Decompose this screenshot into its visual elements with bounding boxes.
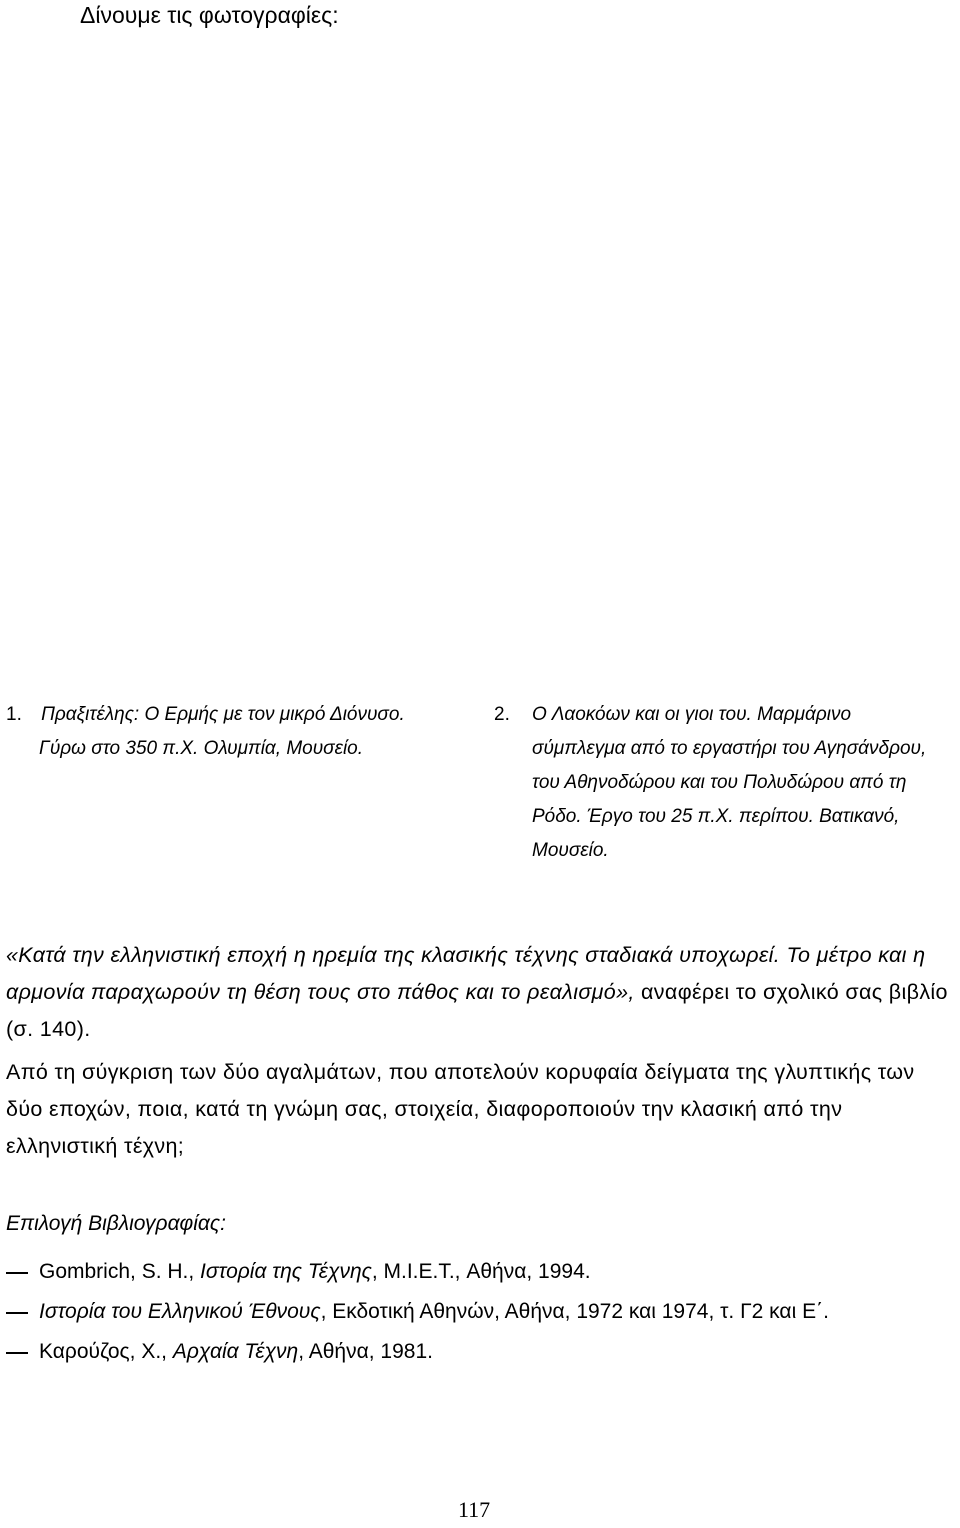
page-number: 117 — [458, 1497, 491, 1522]
bibliography-item — [6, 1292, 956, 1332]
item-details: , Αθήνα, 1981. — [298, 1340, 433, 1363]
bibliography-item — [6, 1332, 956, 1372]
dash-bullet-icon — [6, 1352, 28, 1354]
item-author: Καρούζος, Χ., — [39, 1340, 173, 1363]
quote-reference: αναφέρει το σχολικό σας βιβλίο (σ. 140). — [6, 980, 948, 1041]
bibliography-item — [6, 1252, 956, 1292]
item-author: Gombrich, S. H., — [39, 1260, 201, 1283]
quote-text: «Κατά την ελληνιστική εποχή η ηρεμία της κλασικής τέχνης σταδιακά υποχωρεί. Το μέτρο και η αρμονία παραχωρούν τη θέση τους στο πάθος και το ρεαλισμό», — [6, 943, 926, 1004]
caption-number: 2. — [494, 704, 510, 725]
dash-bullet-icon — [6, 1272, 28, 1274]
item-details: , M.I.E.T., Αθήνα, 1994. — [371, 1260, 591, 1283]
caption-continuation-line: Ρόδο. Έργο του 25 π.Χ. περίπου. Βατικανό, — [532, 806, 900, 827]
caption-text: Ο Λαοκόων και οι γιοι του. Μαρμάρινο — [532, 704, 852, 725]
page-heading: Δίνουμε τις φωτογραφίες: — [80, 2, 339, 28]
bibliography-list — [6, 1252, 956, 1372]
item-title: Αρχαία Τέχνη — [172, 1340, 299, 1363]
item-details: , Εκδοτική Αθηνών, Αθήνα, 1972 και 1974, τ. Γ2 και Ε΄. — [320, 1300, 829, 1323]
textbook-quote — [6, 937, 956, 1048]
comparison-question: Από τη σύγκριση των δύο αγαλμάτων, που αποτελούν κορυφαία δείγματα της γλυπτικής των δύο εποχών, ποια, κατά τη γνώμη σας, στοιχεία, διαφοροποιούν την κλασική από την ελληνιστική τέχνη; — [6, 1060, 915, 1158]
caption-text: Πραξιτέλης: Ο Ερμής με τον μικρό Διόνυσο. — [41, 704, 405, 725]
caption-laocoon — [494, 698, 960, 868]
dash-bullet-icon — [6, 1312, 28, 1314]
caption-continuation-line: Μουσείο. — [532, 840, 609, 861]
item-title: Ιστορία της Τέχνης — [200, 1260, 372, 1283]
caption-hermes — [6, 698, 476, 766]
bibliography-title: Επιλογή Βιβλιογραφίας: — [6, 1212, 226, 1235]
caption-number: 1. — [6, 704, 22, 725]
item-title: Ιστορία του Ελληνικού Έθνους — [39, 1300, 321, 1323]
caption-continuation: Γύρω στο 350 π.Χ. Ολυμπία, Μουσείο. — [39, 738, 364, 759]
caption-continuation-line: του Αθηνοδώρου και του Πολυδώρου από τη — [532, 772, 907, 793]
caption-continuation-line: σύμπλεγμα από το εργαστήρι του Αγησάνδρου, — [532, 738, 927, 759]
